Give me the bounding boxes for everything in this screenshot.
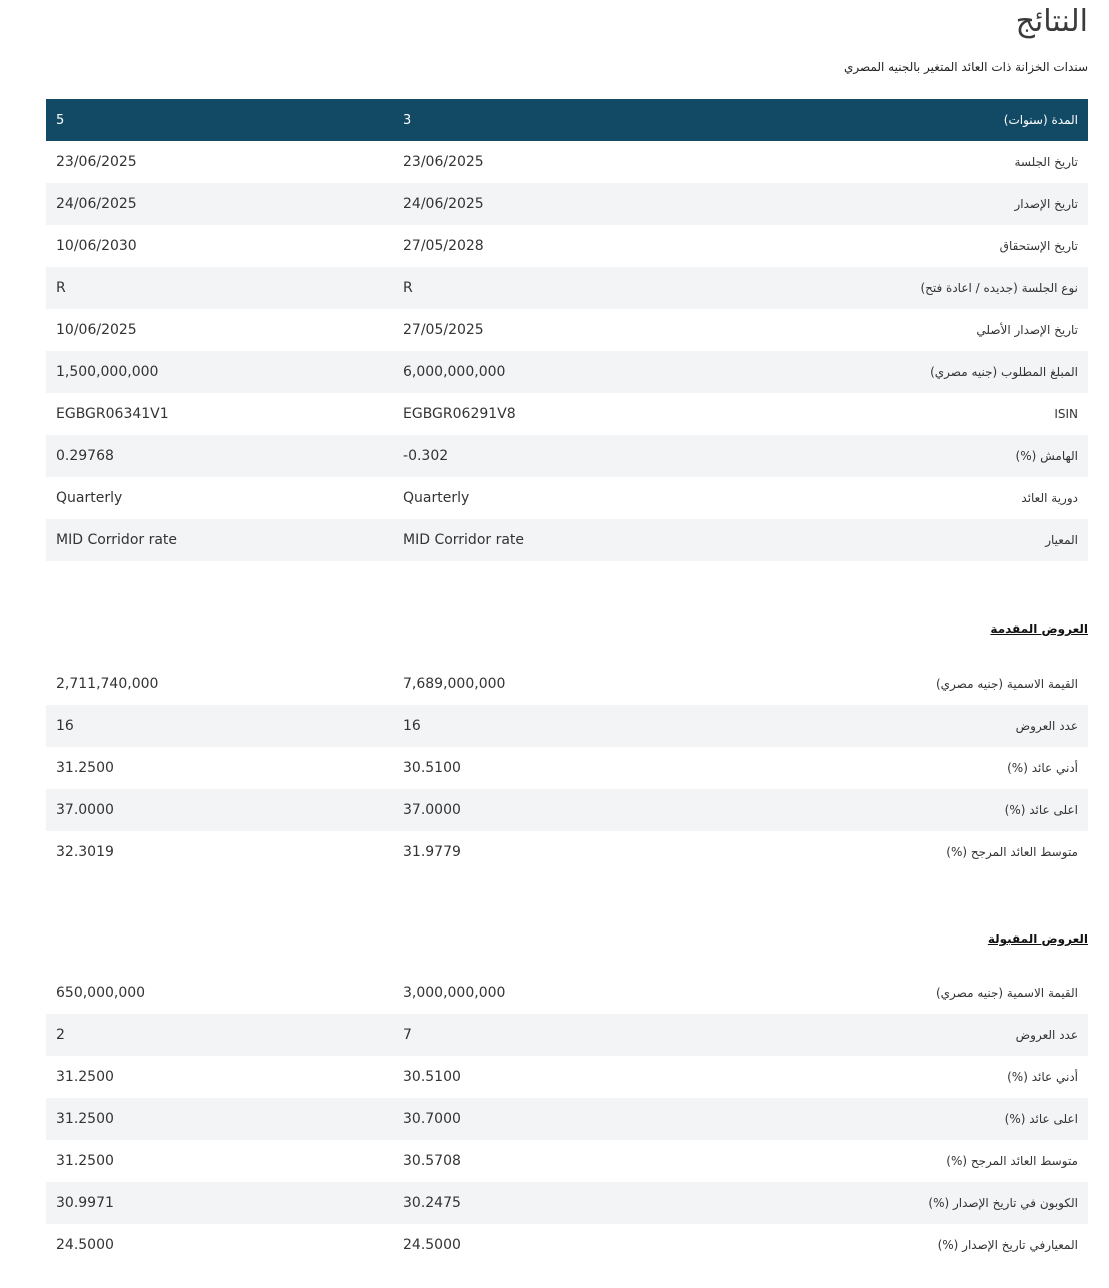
row-value-5y: 23/06/2025 [56,154,137,170]
row-label: تاريخ الإستحقاق [999,239,1078,253]
row-value-5y: 2 [56,1027,65,1043]
table-row [46,267,1088,309]
row-value-5y: 16 [56,718,74,734]
table-row [46,183,1088,225]
accepted-bids-heading: العروض المقبولة [987,932,1088,946]
row-value-3y: 30.5708 [403,1153,461,1169]
row-value-3y: 27/05/2025 [403,322,484,338]
row-value-5y: 24.5000 [56,1237,114,1253]
row-value-3y: 24.5000 [403,1237,461,1253]
table-row [46,831,1088,873]
row-value-5y: 31.2500 [56,1069,114,1085]
row-value-3y: 30.2475 [403,1195,461,1211]
table-row [46,789,1088,831]
auction-details-table [46,99,1088,561]
table-header-row [46,99,1088,141]
row-value-5y: 10/06/2025 [56,322,137,338]
row-label: نوع الجلسة (جديده / اعادة فتح) [920,281,1078,295]
table-row [46,1182,1088,1224]
row-value-5y: MID Corridor rate [56,532,178,548]
row-value-5y: 31.2500 [56,1153,114,1169]
header-term-3: 3 [403,112,412,128]
accepted-bids-body [46,972,1088,1266]
table-row [46,141,1088,183]
header-term-5: 5 [56,112,65,128]
row-label: تاريخ الجلسة [1014,155,1078,169]
row-label: متوسط العائد المرجح (%) [946,1154,1078,1168]
row-value-5y: 650,000,000 [56,985,146,1001]
offered-bids-heading: العروض المقدمة [990,622,1088,636]
row-value-3y: 37.0000 [403,802,461,818]
row-value-5y: 24/06/2025 [56,196,137,212]
row-value-5y: 10/06/2030 [56,238,137,254]
table-row [46,435,1088,477]
table-row [46,1014,1088,1056]
row-value-5y: 37.0000 [56,802,114,818]
row-value-3y: 3,000,000,000 [403,985,506,1001]
row-label: عدد العروض [1015,719,1078,733]
row-label: المبلغ المطلوب (جنيه مصري) [930,365,1078,379]
row-value-3y: Quarterly [403,490,470,506]
row-value-5y: 2,711,740,000 [56,676,159,692]
table-row [46,477,1088,519]
row-label: ISIN [1054,407,1078,421]
row-value-3y: 31.9779 [403,844,461,860]
row-value-3y: 24/06/2025 [403,196,484,212]
table-row [46,393,1088,435]
row-value-5y: 1,500,000,000 [56,364,159,380]
table-row [46,309,1088,351]
row-label: دورية العائد [1021,491,1078,505]
row-value-3y: 30.7000 [403,1111,461,1127]
row-label: القيمة الاسمية (جنيه مصري) [935,986,1078,1000]
offered-bids-table [46,663,1088,873]
row-value-5y: 32.3019 [56,844,114,860]
row-label: تاريخ الإصدار الأصلي [976,323,1078,337]
row-label: عدد العروض [1015,1028,1078,1042]
row-label: الهامش (%) [1015,449,1078,463]
row-label: أدني عائد (%) [1007,761,1078,775]
table-row [46,705,1088,747]
row-value-5y: 30.9971 [56,1195,114,1211]
row-value-3y: MID Corridor rate [403,532,525,548]
row-label: المعيارفي تاريخ الإصدار (%) [937,1238,1078,1252]
table-row [46,972,1088,1014]
auction-details-body [46,141,1088,561]
row-value-5y: 31.2500 [56,760,114,776]
row-value-3y: 0.302- [403,448,449,464]
page-subtitle: سندات الخزانة ذات العائد المتغير بالجنيه المصري [843,60,1088,74]
row-value-3y: 7 [403,1027,412,1043]
row-value-3y: 6,000,000,000 [403,364,506,380]
table-row [46,1140,1088,1182]
header-term-label: المدة (سنوات) [1003,113,1078,127]
row-value-3y: 30.5100 [403,760,461,776]
row-value-3y: EGBGR06291V8 [403,406,516,422]
row-value-5y: EGBGR06341V1 [56,406,169,422]
accepted-bids-table [46,972,1088,1266]
row-label: اعلى عائد (%) [1004,803,1078,817]
row-label: اعلى عائد (%) [1004,1112,1078,1126]
row-label: الكوبون في تاريخ الإصدار (%) [928,1196,1078,1210]
row-value-3y: 27/05/2028 [403,238,484,254]
row-label: القيمة الاسمية (جنيه مصري) [935,677,1078,691]
table-row [46,351,1088,393]
row-value-3y: R [403,280,413,296]
row-label: تاريخ الإصدار [1014,197,1078,211]
offered-bids-body [46,663,1088,873]
row-label: متوسط العائد المرجح (%) [946,845,1078,859]
row-value-5y: 31.2500 [56,1111,114,1127]
table-row [46,747,1088,789]
row-value-3y: 30.5100 [403,1069,461,1085]
row-value-5y: Quarterly [56,490,123,506]
row-value-5y: R [56,280,66,296]
page-title: النتائج [1015,4,1088,39]
table-row [46,225,1088,267]
table-row [46,1224,1088,1266]
table-row [46,519,1088,561]
row-label: المعيار [1045,533,1078,547]
row-value-3y: 16 [403,718,421,734]
table-row [46,663,1088,705]
table-row [46,1098,1088,1140]
row-value-3y: 23/06/2025 [403,154,484,170]
table-row [46,1056,1088,1098]
row-value-5y: 0.29768 [56,448,114,464]
row-label: أدني عائد (%) [1007,1070,1078,1084]
row-value-3y: 7,689,000,000 [403,676,506,692]
